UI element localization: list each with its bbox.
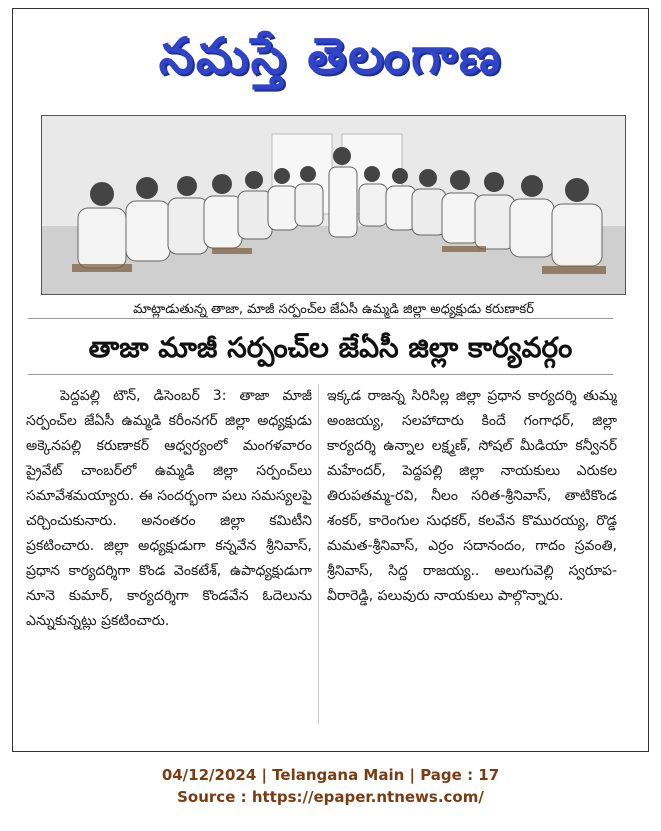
article-headline: తాజా మాజీ సర్పంచ్‌ల జేఏసీ జిల్లా కార్యవర్గం [88,331,573,364]
footer-source: Source : https://epaper.ntnews.com/ [177,788,484,806]
photo-caption: మాట్లాడుతున్న తాజా, మాజీ సర్పంచ్‌ల జేఏసీ ఉమ్మడి జిల్లా అధ్యక్షుడు కరుణాకర్ [133,302,534,317]
article-column-left [26,384,312,734]
footer [0,764,661,808]
masthead-title: నమస్తే తెలంగాణ [158,26,503,85]
footer-date-edition: 04/12/2024 | Telangana Main | Page : 17 [161,766,500,784]
column-divider [318,384,319,724]
news-photo [41,115,626,295]
article-text-left: పెద్దపల్లి టౌన్, డిసెంబర్ 3: తాజా మాజీ సర్పంచ్‌ల జేఏసీ ఉమ్మడి కరీంనగర్ జిల్లా అధ్యక్షుడు అక్కెనపల్లి కరుణాకర్ ఆధ్వర్యంలో మంగళవారం ప్రైవేట్ చాంబర్‌లో ఉమ్మడి జిల్లా సర్పంచ్‌లు సమావేశమయ్యారు. ఈ సందర్భంగా పలు సమస్యలపై చర్చించుకునారు. అనంతరం జిల్లా కమిటీని ప్రకటించారు. జిల్లా అధ్యక్షుడుగా కన్నవేన శ్రీనివాస్, ప్రధాన కార్యదర్శిగా కొండ వెంకటేశ్, ఉపాధ్యక్షుడుగా నూనె కుమార్, కార్యదర్శిగా కొండవేన ఓదెలును ఎన్నుకున్నట్లు ప్రకటించారు. [26,388,312,629]
caption-divider [28,318,613,319]
headline-divider [28,374,613,375]
article-column-right [327,384,617,734]
article-text-right: ఇక్కడ రాజన్న సిరిసిల్ల జిల్లా ప్రధాన కార్యదర్శి తుమ్మ అంజయ్య, సలహాదారు కిందే గంగాధర్, జిల్లా కార్యదర్శి ఉన్నాల లక్ష్మణ్, సోషల్ మీడియా కన్వీనర్ మహేందర్, పెద్దపల్లి జిల్లా నాయకులు ఎరుకల తిరుపతమ్మ-రవి, నీలం సరిత-శ్రీనివాస్, తాటికొండ శంకర్, కారెంగుల సుధకర్, కలవేన కొమురయ్య, రొడ్డ మమత-శ్రీనివాస్, ఎర్రం సదానందం, గాదం స్రవంతి, శ్రీనివాస్, సిద్ద రాజయ్య.. అలుగువెల్లి స్వరూప-వీరారెడ్డి, పలువురు నాయకులు పాల్గొన్నారు. [327,388,617,604]
